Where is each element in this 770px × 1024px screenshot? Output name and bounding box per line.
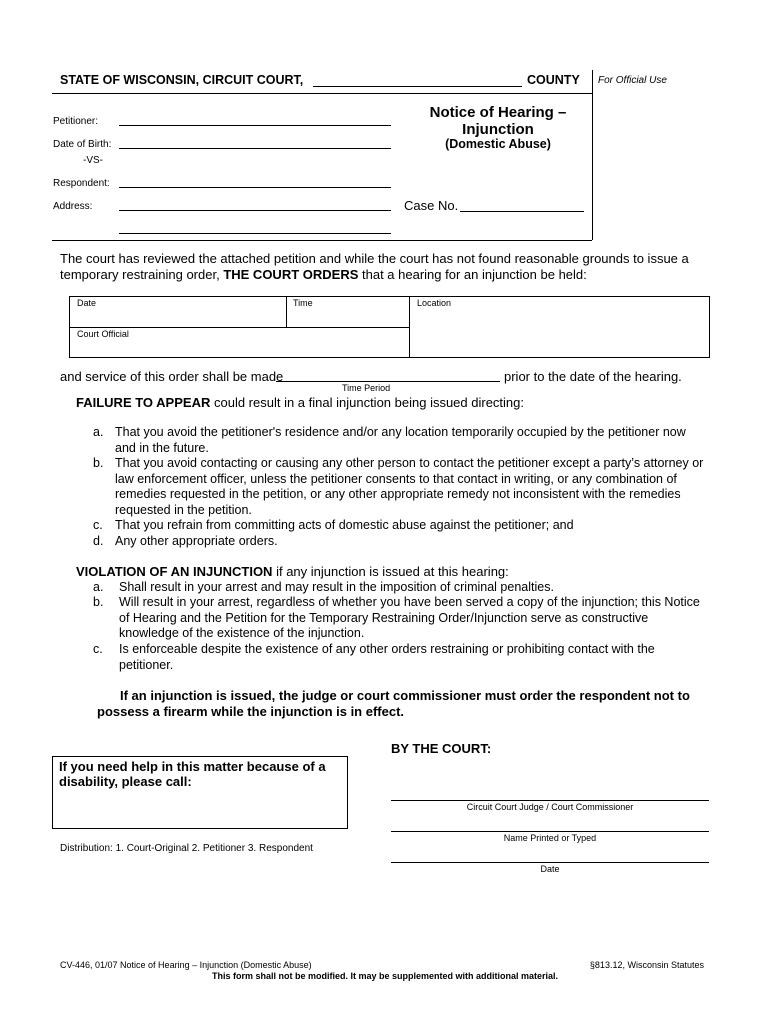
footer-notice: This form shall not be modified. It may be supplemented with additional material. xyxy=(211,971,559,981)
by-the-court-label: BY THE COURT: xyxy=(391,741,492,756)
address-field-line2[interactable] xyxy=(119,233,391,234)
intro-line2-prefix: temporary restraining order, xyxy=(60,267,220,282)
violation-item-c-line: petitioner. xyxy=(119,657,174,672)
failure-item-a-label: a. xyxy=(93,425,104,439)
help-box-line2: disability, please call: xyxy=(59,774,192,789)
intro-line2-suffix: that a hearing for an injunction be held: xyxy=(362,267,587,282)
violation-item-b-line: knowledge of the existence of the injunction. xyxy=(119,626,365,640)
petitioner-label: Petitioner: xyxy=(53,116,99,127)
title-line1: Notice of Hearing – xyxy=(429,104,567,121)
violation-item-a-label: a. xyxy=(93,580,104,594)
title-line2: Injunction xyxy=(462,121,534,138)
footer-form-id: CV-446, 01/07 Notice of Hearing – Injunction (Domestic Abuse) xyxy=(60,960,312,970)
table-row-divider xyxy=(69,327,409,328)
firearm-notice-line1: If an injunction is issued, the judge or court commissioner must order the respondent not to xyxy=(120,688,690,703)
judge-signature-line[interactable] xyxy=(391,800,709,801)
time-period-label: Time Period xyxy=(342,383,391,393)
name-printed-label: Name Printed or Typed xyxy=(503,833,597,843)
violation-bold: VIOLATION OF AN INJUNCTION xyxy=(76,564,273,579)
title-subtitle: (Domestic Abuse) xyxy=(445,137,551,151)
help-box-line1: If you need help in this matter because of a xyxy=(59,759,326,774)
violation-item-b-label: b. xyxy=(93,595,104,609)
failure-item-b-line: That you avoid contacting or causing any other person to contact the petitioner except a party’s attorney or xyxy=(115,456,704,470)
failure-item-b-line: law enforcement officer, unless the petitioner consents to that contact in writing, or any combination of xyxy=(115,471,677,486)
header-rule xyxy=(52,93,592,94)
footer-statute: §813.12, Wisconsin Statutes xyxy=(589,960,704,970)
failure-item-b-label: b. xyxy=(93,456,104,470)
date-signature-label: Date xyxy=(540,864,560,874)
vs-label: -VS- xyxy=(83,155,103,166)
judge-signature-label: Circuit Court Judge / Court Commissioner xyxy=(466,802,634,812)
court-line-prefix: STATE OF WISCONSIN, CIRCUIT COURT, xyxy=(60,73,304,87)
violation-item-c-label: c. xyxy=(93,642,103,656)
violation-item-a-line: Shall result in your arrest and may result in the imposition of criminal penalties. xyxy=(119,580,554,594)
official-use-label: For Official Use xyxy=(598,75,667,86)
failure-item-a-line: and in the future. xyxy=(115,440,209,455)
service-prefix: and service of this order shall be made xyxy=(60,369,284,384)
table-divider-location xyxy=(409,296,410,358)
failure-item-a-line: That you avoid the petitioner's residence and/or any location temporarily occupied by the petitioner now xyxy=(115,425,686,439)
case-no-field[interactable] xyxy=(460,211,584,212)
failure-heading xyxy=(76,395,524,410)
failure-item-c-line: That you refrain from committing acts of domestic abuse against the petitioner; and xyxy=(115,518,574,532)
dob-field[interactable] xyxy=(119,148,391,149)
violation-item-b-line: of Hearing and the Petition for the Temporary Restraining Order/Injunction serve as constructive xyxy=(119,610,649,625)
county-blank-line xyxy=(313,86,522,87)
respondent-field[interactable] xyxy=(119,187,391,188)
table-divider-date-time xyxy=(286,296,287,327)
petitioner-field[interactable] xyxy=(119,125,391,126)
failure-item-d-label: d. xyxy=(93,534,104,548)
service-suffix: prior to the date of the hearing. xyxy=(504,369,682,384)
firearm-notice-line2: possess a firearm while the injunction is in effect. xyxy=(97,704,405,719)
address-field-line1[interactable] xyxy=(119,210,391,211)
intro-line1: The court has reviewed the attached petition and while the court has not found reasonable grounds to issue a xyxy=(60,251,689,266)
caption-bottom-rule xyxy=(52,240,592,241)
hearing-location-label: Location xyxy=(417,298,452,308)
official-use-divider xyxy=(592,70,593,240)
failure-rest: could result in a final injunction being issued directing: xyxy=(213,395,525,410)
violation-item-b-line: Will result in your arrest, regardless of whether you have been served a copy of the injunction; this Notice xyxy=(119,595,700,609)
violation-heading xyxy=(76,564,509,579)
violation-rest: if any injunction is issued at this hearing: xyxy=(276,564,509,579)
intro-line2 xyxy=(60,267,587,282)
intro-court-orders: THE COURT ORDERS xyxy=(223,267,359,282)
hearing-time-label: Time xyxy=(293,298,313,308)
case-no-label: Case No. xyxy=(404,198,459,213)
failure-item-d-line: Any other appropriate orders. xyxy=(115,534,278,548)
disability-help-box xyxy=(52,756,348,829)
court-line-suffix: COUNTY xyxy=(527,73,580,87)
hearing-date-label: Date xyxy=(77,298,97,308)
failure-item-c-label: c. xyxy=(93,518,103,532)
name-printed-line[interactable] xyxy=(391,831,709,832)
failure-bold: FAILURE TO APPEAR xyxy=(76,395,211,410)
time-period-field[interactable] xyxy=(276,381,500,382)
distribution-list: Distribution: 1. Court-Original 2. Petitioner 3. Respondent xyxy=(60,843,313,854)
court-official-label: Court Official xyxy=(77,329,129,339)
date-signature-line[interactable] xyxy=(391,862,709,863)
violation-item-c-line: Is enforceable despite the existence of any other orders restraining or prohibiting contact with the xyxy=(119,642,655,656)
dob-label: Date of Birth: xyxy=(53,139,112,150)
respondent-label: Respondent: xyxy=(53,178,110,189)
address-label: Address: xyxy=(53,201,93,212)
failure-item-b-line: remedies requested in the petition, or any other appropriate remedy not inconsistent with the remedies xyxy=(115,487,681,501)
failure-item-b-line: requested in the petition. xyxy=(115,502,252,517)
